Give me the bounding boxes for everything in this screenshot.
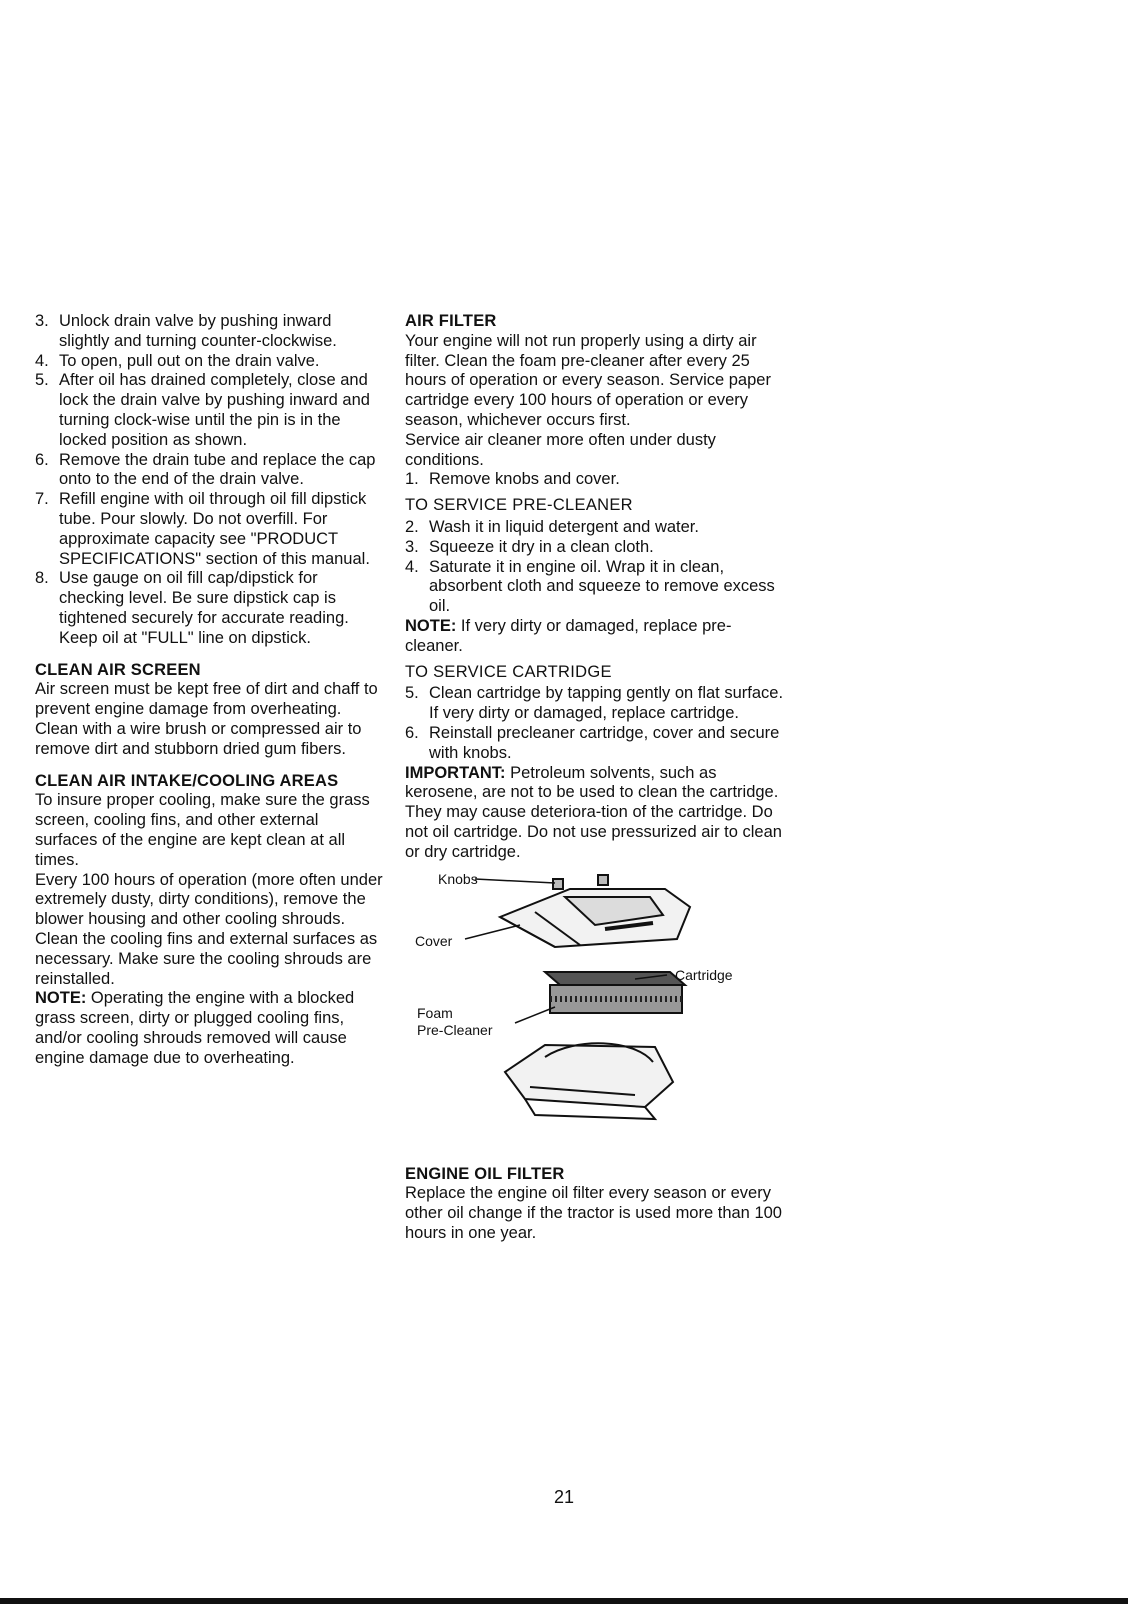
list-item: 4. Saturate it in engine oil. Wrap it in clean, absorbent cloth and squeeze to remove excess oil. — [405, 557, 775, 616]
knobs-label: Knobs — [438, 870, 478, 887]
pre-cleaner-label: Pre-Cleaner — [417, 1021, 493, 1038]
important-text: Petroleum solvents, such as kerosene, are not to be used to clean the cartridge. They may cause deteriora-tion of the cartridge. Do not oil cartridge. Do not use pressurized air to clean or dry cartridge. — [405, 763, 782, 861]
left-column — [35, 312, 385, 1068]
pre-cleaner-note — [405, 617, 785, 657]
list-item: 3. Squeeze it dry in a clean cloth. — [405, 537, 654, 556]
cartridge-subheading: TO SERVICE CARTRIDGE — [405, 662, 612, 681]
clean-intake-body-2: Every 100 hours of operation (more often under extremely dusty, dirty conditions), remove the blower housing and other cooling shrouds. Clean the cooling fins and external surfaces as necessary. Make sure the cooling shrouds are reinstalled. — [35, 870, 383, 988]
list-item: 6. Remove the drain tube and replace the cap onto to the end of the drain valve. — [35, 450, 376, 489]
clean-air-screen-heading: CLEAN AIR SCREEN — [35, 660, 201, 679]
bottom-rule — [0, 1598, 1128, 1604]
clean-intake-heading: CLEAN AIR INTAKE/COOLING AREAS — [35, 771, 339, 790]
note-text: If very dirty or damaged, replace pre-cleaner. — [405, 616, 732, 655]
pre-cleaner-steps-list — [405, 518, 785, 617]
cover-label: Cover — [415, 932, 453, 949]
air-cleaner-diagram — [405, 867, 785, 1157]
right-column — [405, 312, 785, 1244]
air-cleaner-illustration — [405, 867, 785, 1157]
clean-air-screen-body: Air screen must be kept free of dirt and chaff to prevent engine damage from overheating. Clean with a wire brush or compressed air to remove dirt and stubborn dried gum fibers. — [35, 680, 378, 758]
clean-intake-body-1: To insure proper cooling, make sure the grass screen, cooling fins, and other external surfaces of the engine are kept clean at all times. — [35, 791, 370, 869]
note-text: Operating the engine with a blocked grass screen, dirty or plugged cooling fins, and/or cooling shrouds removed will cause engine damage due to overheating. — [35, 989, 355, 1067]
drain-steps-list — [35, 312, 385, 649]
air-filter-step-1 — [405, 470, 785, 490]
clean-intake-note — [35, 989, 385, 1068]
air-filter-heading: AIR FILTER — [405, 312, 497, 330]
air-filter-body-1: Your engine will not run properly using a dirty air filter. Clean the foam pre-cleaner after every 25 hours of operation or every season. Service paper cartridge every 100 hours of operation or every season, whichever occurs first. — [405, 331, 771, 429]
note-label: NOTE: — [35, 989, 87, 1008]
cartridge-steps-list — [405, 684, 785, 763]
cartridge-label: Cartridge — [675, 966, 733, 983]
list-item: 5. After oil has drained completely, close and lock the drain valve by pushing inward and turning clock-wise until the pin is in the locked position as shown. — [35, 371, 370, 449]
list-item: 4. To open, pull out on the drain valve. — [35, 351, 320, 370]
list-item: 1. Remove knobs and cover. — [405, 470, 620, 489]
list-item: 6. Reinstall precleaner cartridge, cover and secure with knobs. — [405, 723, 780, 762]
foam-label: Foam — [417, 1004, 453, 1021]
air-filter-body-2: Service air cleaner more often under dusty conditions. — [405, 430, 716, 469]
important-note — [405, 764, 785, 863]
pre-cleaner-subheading: TO SERVICE PRE-CLEANER — [405, 496, 633, 515]
important-label: IMPORTANT: — [405, 763, 506, 782]
list-item: 7. Refill engine with oil through oil fill dipstick tube. Pour slowly. Do not overfill. For approximate capacity see "PRODUCT SPECIFICATIONS" section of this manual. — [35, 490, 370, 568]
engine-oil-filter-body: Replace the engine oil filter every season or every other oil change if the tractor is used more than 100 hours in one year. — [405, 1184, 782, 1242]
note-label: NOTE: — [405, 616, 457, 635]
list-item: 8. Use gauge on oil fill cap/dipstick for checking level. Be sure dipstick cap is tightened securely for accurate reading. Keep oil at "FULL" line on dipstick. — [35, 569, 349, 647]
list-item: 5. Clean cartridge by tapping gently on flat surface. If very dirty or damaged, replace cartridge. — [405, 684, 784, 723]
list-item: 3. Unlock drain valve by pushing inward slightly and turning counter-clockwise. — [35, 312, 337, 350]
list-item: 2. Wash it in liquid detergent and water. — [405, 517, 699, 536]
engine-oil-filter-heading: ENGINE OIL FILTER — [405, 1164, 565, 1183]
page-number: 21 — [553, 1487, 575, 1507]
